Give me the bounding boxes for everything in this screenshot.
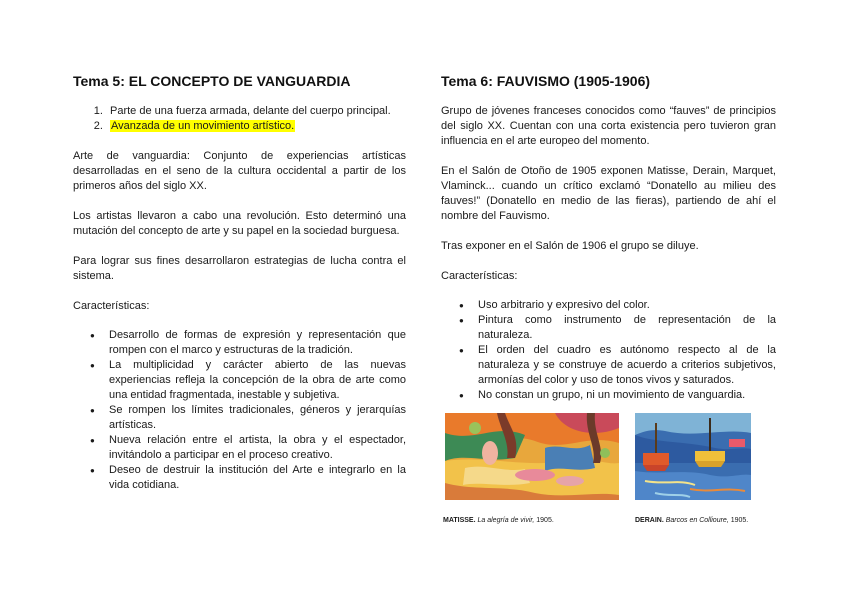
derain-caption: DERAIN. Barcos en Collioure, 1905.: [635, 517, 749, 524]
definition-item-highlighted: [106, 119, 406, 134]
paragraph: Arte de vanguardia: Conjunto de experiencias artísticas desarrolladas en el seno de la cultura occidental a partir de los primeros años del siglo XX.: [73, 150, 406, 192]
list-item: ● Uso arbitrario y expresivo del color.: [478, 298, 776, 313]
characteristics-label: Características:: [73, 300, 150, 312]
list-item: ● Nueva relación entre el artista, la obra y el espectador, invitándolo a participar en el proceso creativo.: [109, 433, 406, 463]
list-item: ● La multiplicidad y carácter abierto de las nuevas experiencias refleja la concepción de la obra de arte como una entidad fragmentada, inestable y subjetiva.: [109, 358, 406, 403]
paragraph: En el Salón de Otoño de 1905 exponen Matisse, Derain, Marquet, Vlaminck... cuando un crítico exclamó “Donatello au milieu des fauves!” (Donatello en medio de las fieras), partiendo de ahí el nombre del Fauvismo.: [441, 165, 776, 222]
list-item: ● No constan un grupo, ni un movimiento de vanguardia.: [478, 388, 776, 403]
characteristics-label: Características:: [441, 270, 518, 282]
paragraph: Tras exponer en el Salón de 1906 el grupo se diluye.: [441, 240, 699, 252]
list-item: ● Desarrollo de formas de expresión y representación que rompen con el marco y estructuras de la tradición.: [109, 328, 406, 358]
tema6-title: Tema 6: FAUVISMO (1905-1906): [441, 73, 651, 89]
paragraph: Grupo de jóvenes franceses conocidos como “fauves” de principios del siglo XX. Cuentan con una corta existencia pero tuvieron gran influencia en el arte europeo del momento.: [441, 105, 776, 147]
characteristics-list: [73, 328, 406, 493]
paragraph: Los artistas llevaron a cabo una revolución. Esto determinó una mutación del concepto de arte y su papel en la sociedad burguesa.: [73, 210, 406, 237]
tema6-column: [441, 73, 776, 403]
highlighted-text: Avanzada de un movimiento artístico.: [111, 120, 295, 132]
matisse-painting-image: [445, 413, 619, 500]
tema5-title: Tema 5: EL CONCEPTO DE VANGUARDIA: [73, 73, 351, 89]
characteristics-list: [441, 298, 776, 403]
list-item: ● Deseo de destruir la institución del Arte e integrarlo en la vida cotidiana.: [109, 463, 406, 493]
paragraph: Para lograr sus fines desarrollaron estrategias de lucha contra el sistema.: [73, 255, 406, 282]
list-item: ● El orden del cuadro es autónomo respecto al de la naturaleza y se construye de acuerdo a criterios subjetivos, armonías del color y uso de tonos vivos y saturados.: [478, 343, 776, 388]
list-item: ● Se rompen los límites tradicionales, géneros y jerarquías artísticas.: [109, 403, 406, 433]
definition-list: [73, 104, 406, 134]
matisse-caption: MATISSE. La alegría de vivir, 1905.: [443, 517, 554, 524]
list-item: ● Pintura como instrumento de representación de la naturaleza.: [478, 313, 776, 343]
tema5-column: [73, 73, 406, 493]
derain-painting-image: [635, 413, 751, 500]
definition-item: 1. Parte de una fuerza armada, delante del cuerpo principal.: [106, 104, 406, 119]
